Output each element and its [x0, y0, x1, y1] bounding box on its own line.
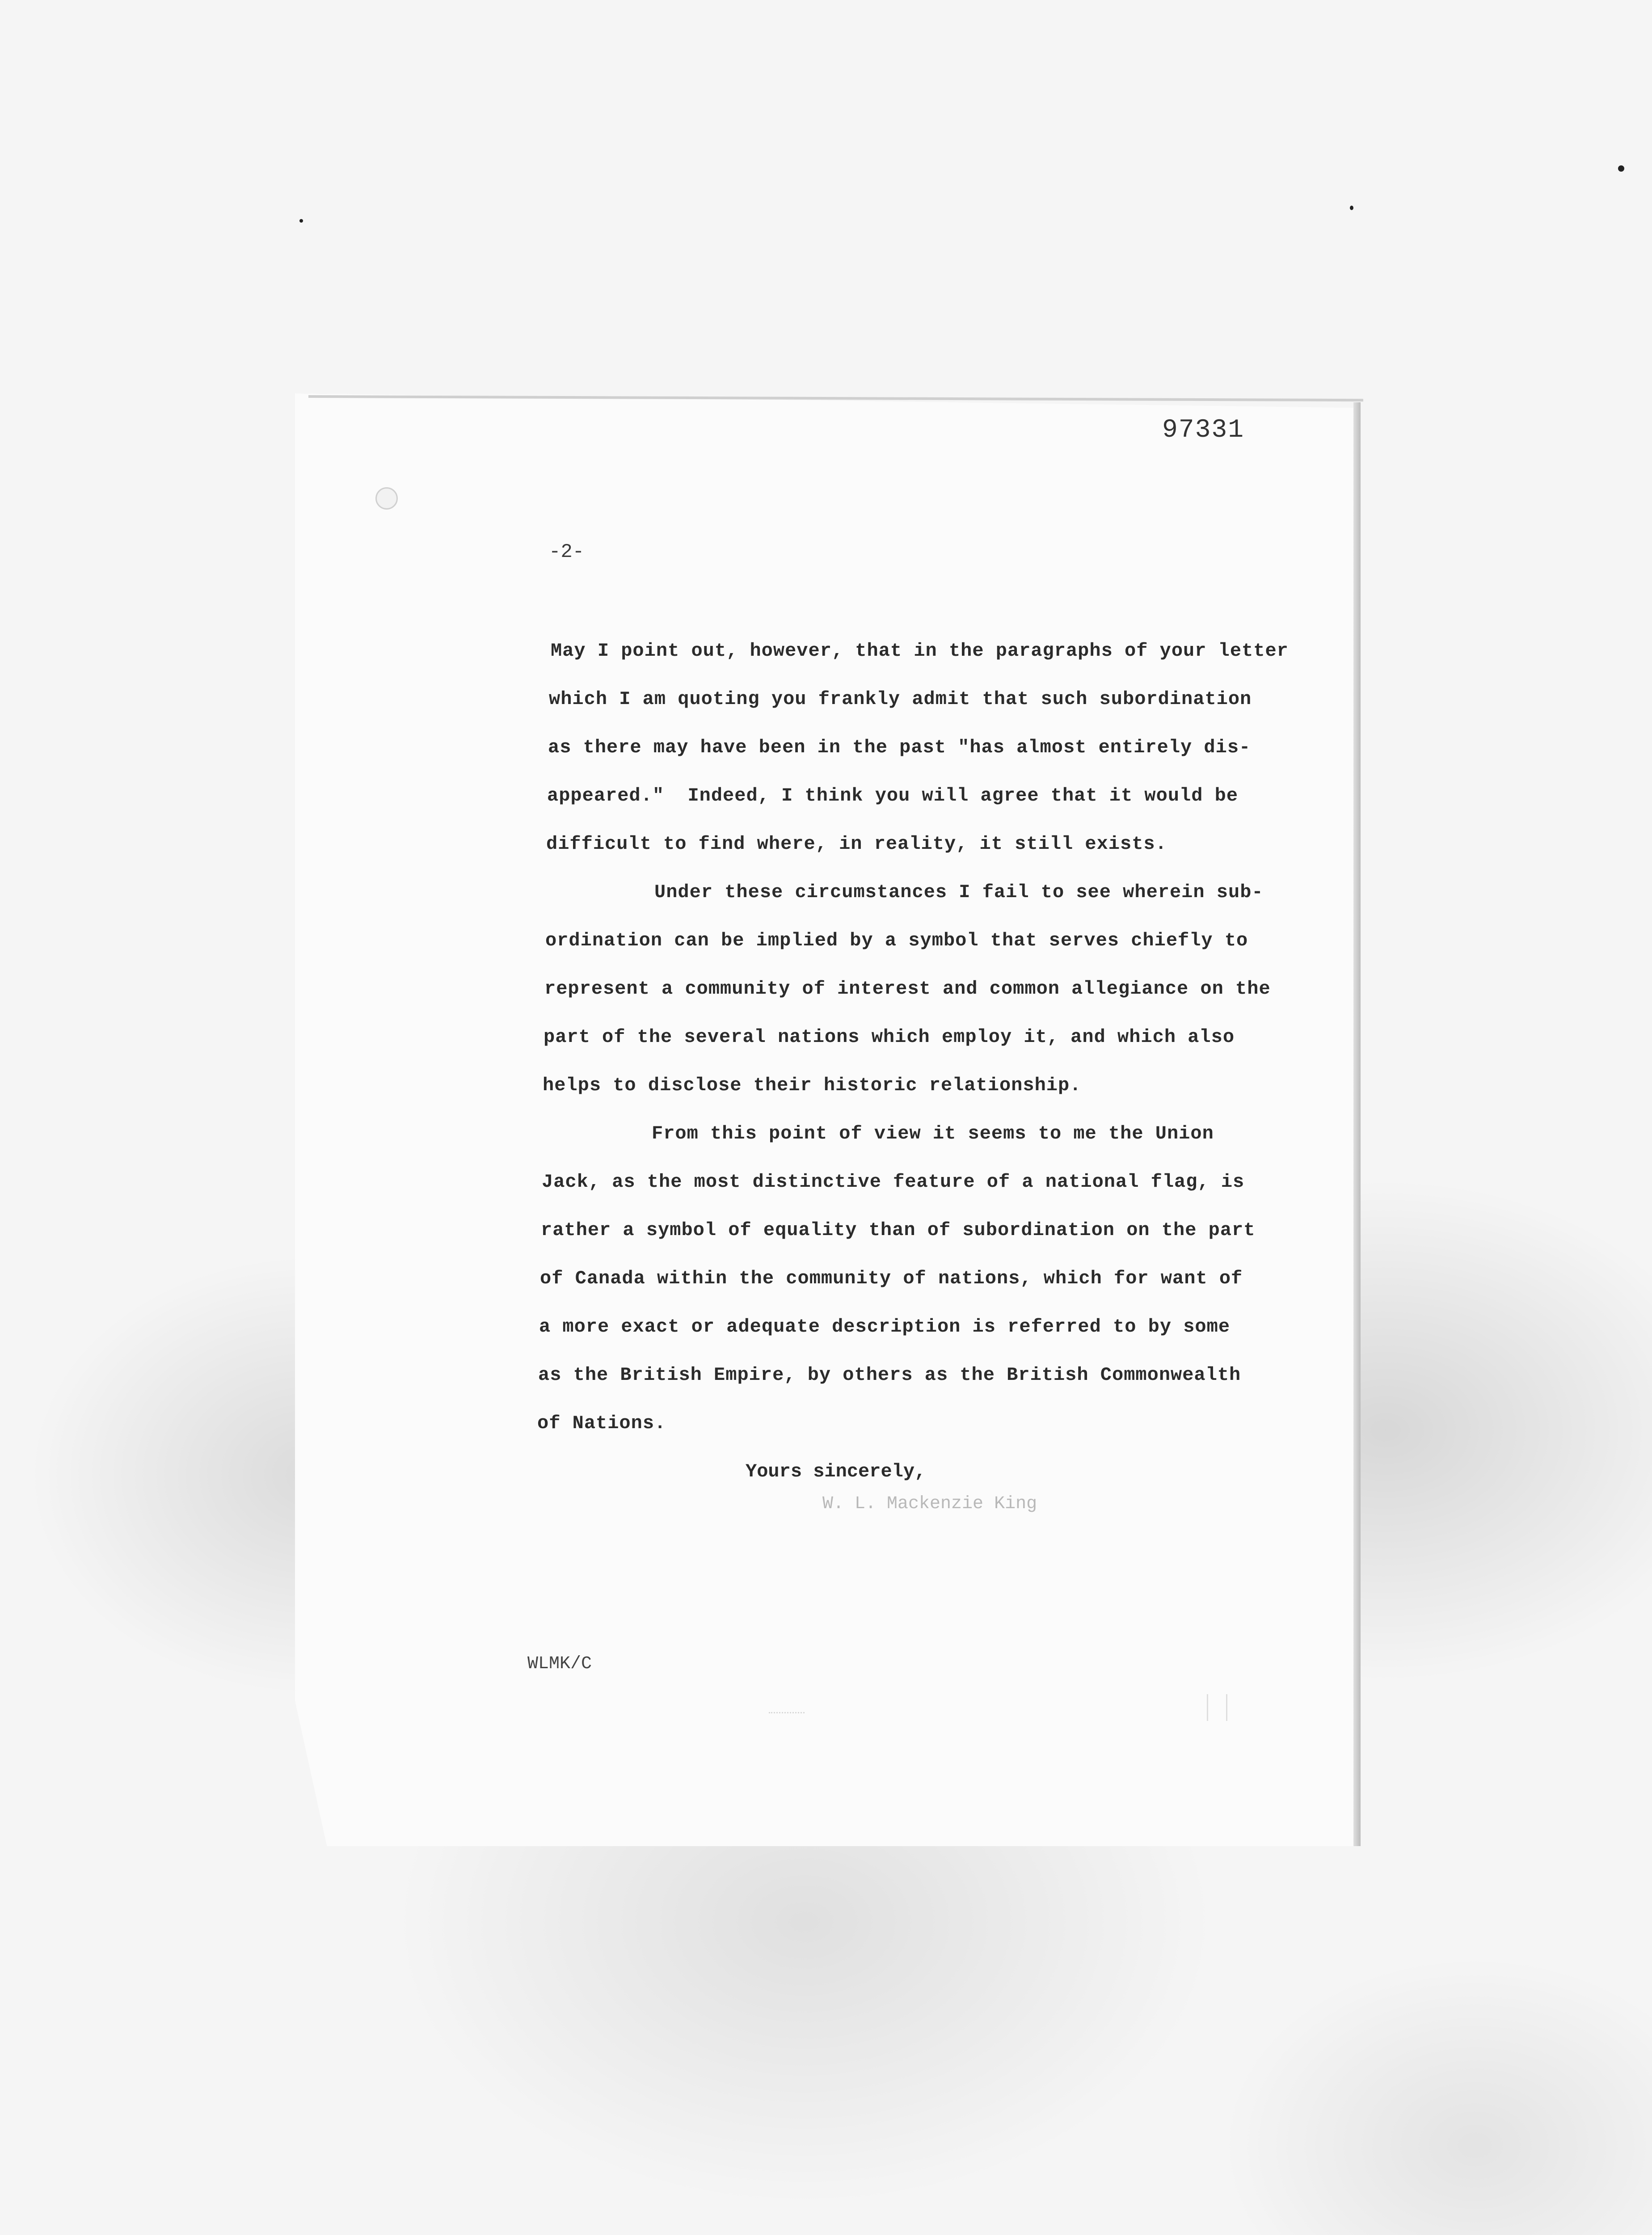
letter-line: represent a community of interest and common allegiance on the — [544, 978, 1271, 999]
dust-speck — [1350, 206, 1353, 210]
dust-speck — [299, 219, 303, 223]
page-number: -2- — [549, 541, 585, 563]
typed-signature: W. L. Mackenzie King — [822, 1494, 1037, 1514]
letter-line: as the British Empire, by others as the British Commonwealth — [538, 1364, 1241, 1386]
letter-line: part of the several nations which employ it, and which also — [544, 1026, 1235, 1048]
letter-line: a more exact or adequate description is referred to by some — [539, 1316, 1231, 1337]
letter-line: ordination can be implied by a symbol that serves chiefly to — [545, 930, 1248, 951]
faint-stamp-mark — [769, 1699, 805, 1713]
letter-line: as there may have been in the past "has almost entirely dis- — [548, 737, 1251, 758]
letter-line: appeared." Indeed, I think you will agree that it would be — [547, 785, 1239, 806]
letter-right-edge — [1353, 402, 1361, 1846]
letter-line: helps to disclose their historic relationship. — [543, 1075, 1082, 1096]
dust-speck — [1618, 165, 1624, 172]
letter-page — [295, 393, 1359, 1846]
letter-line: From this point of view it seems to me the Union — [652, 1123, 1214, 1144]
letter-line: difficult to find where, in reality, it still exists. — [546, 833, 1167, 855]
letter-line: Jack, as the most distinctive feature of a national flag, is — [542, 1171, 1245, 1193]
punch-hole — [375, 487, 398, 510]
letter-line: which I am quoting you frankly admit that such subordination — [549, 688, 1252, 710]
document-number: 97331 — [1162, 416, 1245, 445]
letter-line: rather a symbol of equality than of subordination on the part — [541, 1219, 1256, 1241]
typist-initials: WLMK/C — [527, 1654, 592, 1674]
letter-line: Under these circumstances I fail to see wherein sub- — [654, 881, 1264, 903]
faint-stamp-mark — [1207, 1694, 1227, 1721]
letter-line: May I point out, however, that in the paragraphs of your letter — [551, 640, 1289, 662]
closing: Yours sincerely, — [746, 1461, 926, 1482]
letter-line: of Canada within the community of nations, which for want of — [540, 1268, 1243, 1289]
letter-line: of Nations. — [537, 1413, 666, 1434]
